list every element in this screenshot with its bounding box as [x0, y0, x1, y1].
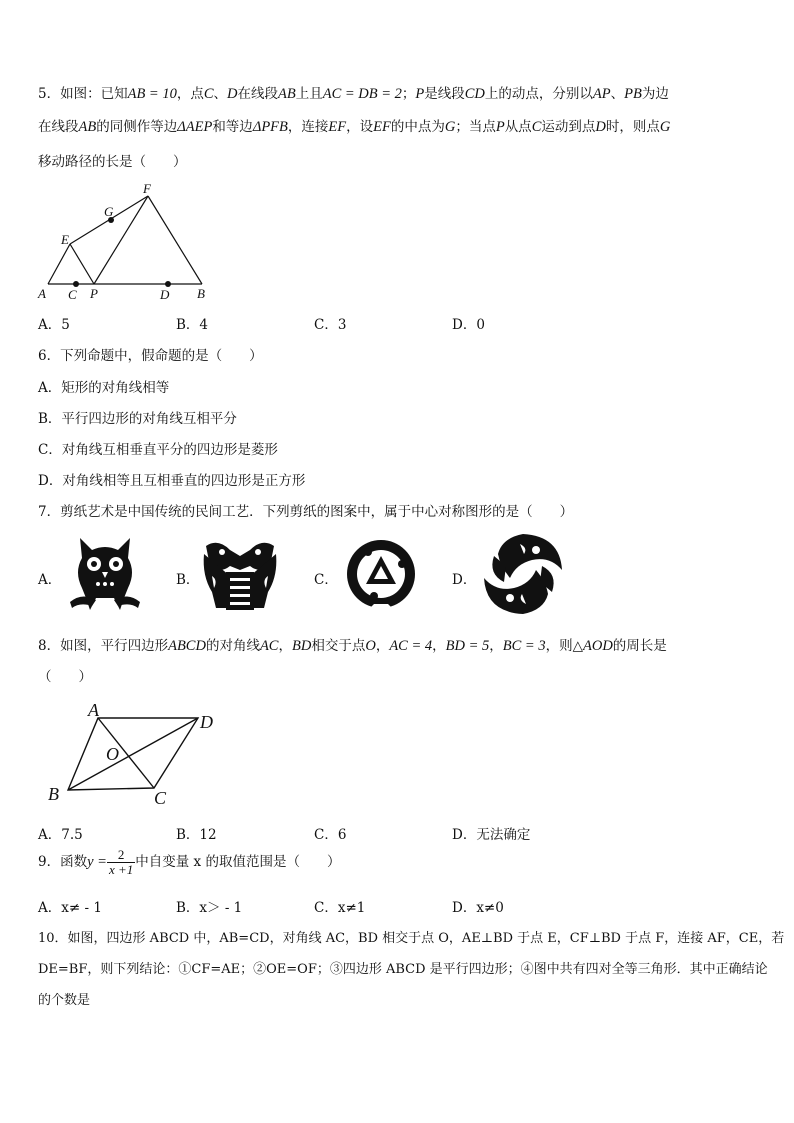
papercut-three-fish-image	[338, 534, 424, 614]
label-c: C	[154, 788, 167, 808]
q6-option-a[interactable]: A．矩形的对角线相等	[38, 380, 170, 396]
q7-option-a[interactable]: A．	[38, 572, 62, 588]
q5-option-c[interactable]: C．3	[314, 317, 347, 333]
q5-option-b[interactable]: B．4	[176, 317, 209, 333]
label-a: A	[88, 702, 99, 720]
q6-stem: 6．下列命题中，假命题的是（ ）	[38, 348, 263, 364]
q8-diagram	[40, 702, 230, 812]
q7-stem: 7．剪纸艺术是中国传统的民间工艺．下列剪纸的图案中，属于中心对称图形的是（ ）	[38, 504, 574, 520]
q7-option-d[interactable]: D．	[452, 572, 477, 588]
papercut-owl-image	[66, 532, 144, 612]
q8-option-a[interactable]: A．7.5	[38, 827, 83, 843]
q7-option-b[interactable]: B．	[176, 572, 200, 588]
q7-option-c[interactable]: C．	[314, 572, 338, 588]
label-e: E	[61, 232, 69, 247]
label-d: D	[200, 712, 213, 732]
q5-option-a[interactable]: A．5	[38, 317, 70, 333]
q5-line3: 移动路径的长是（ ）	[38, 154, 187, 170]
q8-option-c[interactable]: C．6	[314, 827, 347, 843]
q8-option-d[interactable]: D．无法确定	[452, 827, 531, 843]
label-a: A	[38, 286, 46, 301]
label-b: B	[48, 784, 59, 804]
label-c: C	[68, 287, 77, 302]
q10-line1: 10．如图，四边形 ABCD 中，AB=CD，对角线 AC，BD 相交于点 O，AE⊥BD 于点 E，CF⊥BD 于点 F，连接 AF，CE，若	[38, 931, 785, 946]
label-g: G	[104, 204, 114, 219]
q8-line1: 8．如图，平行四边形ABCD的对角线AC，BD相交于点O，AC = 4，BD = 5，BC = 3，则△AOD的周长是	[38, 638, 667, 654]
label-b: B	[197, 286, 205, 301]
q6-option-d[interactable]: D．对角线相等且互相垂直的四边形是正方形	[38, 473, 306, 489]
q9-option-b[interactable]: B．x＞ - 1	[176, 900, 243, 916]
q5-line2: 在线段AB的同侧作等边ΔAEP和等边ΔPFB，连接EF，设EF的中点为G；当点P从点C运动到点D时，则点G	[38, 119, 671, 135]
q9-stem: 9．函数y = $\frac{2}{x +1}$ 中自变量 x 的取值范围是（ ）	[38, 847, 341, 877]
q8-option-b[interactable]: B．12	[176, 827, 217, 843]
label-f: F	[143, 181, 151, 196]
fraction: $\frac{2}{x +1}$	[108, 847, 134, 877]
q5-line1: 5．如图：已知AB = 10，点C、D在线段AB上且AC = DB = 2；P是线段CD上的动点，分别以AP、PB为边	[38, 86, 669, 102]
label-o: O	[106, 744, 119, 764]
label-p: P	[90, 286, 98, 301]
q6-option-c[interactable]: C．对角线互相垂直平分的四边形是菱形	[38, 442, 278, 458]
q6-option-b[interactable]: B．平行四边形的对角线互相平分	[38, 411, 237, 427]
q5-diagram	[30, 178, 220, 304]
q10-line3: 的个数是	[38, 993, 91, 1008]
q9-option-a[interactable]: A．x≠ - 1	[38, 900, 102, 916]
q9-option-d[interactable]: D．x≠0	[452, 900, 504, 916]
q10-line2: DE=BF，则下列结论：①CF=AE；②OE=OF；③四边形 ABCD 是平行四边形；④图中共有四对全等三角形．其中正确结论	[38, 962, 768, 977]
label-d: D	[160, 287, 170, 302]
q5-option-d[interactable]: D．0	[452, 317, 485, 333]
papercut-yin-yang-fish-image	[480, 530, 566, 618]
papercut-double-happiness-image	[200, 536, 280, 614]
q8-line2: （ ）	[38, 669, 92, 685]
q9-option-c[interactable]: C．x≠1	[314, 900, 366, 916]
